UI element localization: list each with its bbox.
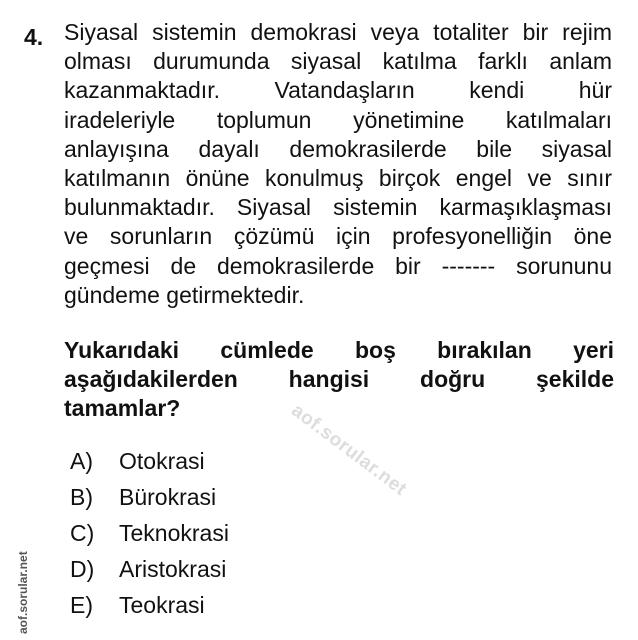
option-letter: A) [70, 447, 93, 474]
option-b[interactable] [70, 479, 229, 515]
option-letter: D) [70, 555, 95, 582]
prompt-line: Yukarıdaki cümlede boş bırakılan yeri [64, 337, 614, 363]
stem-line: iradeleriyle toplumun yönetimine katılmaları [64, 106, 612, 133]
stem-line: olması durumunda siyasal katılma farklı anlam [64, 48, 612, 75]
stem-line: geçmesi de demokrasilerde bir ------- sorununu [64, 252, 612, 279]
stem-line: anlayışına dayalı demokrasilerde bile siyasal [64, 135, 612, 162]
prompt-line: tamamlar? [64, 395, 181, 422]
option-letter: E) [70, 591, 93, 618]
stem-line: bulunmaktadır. Siyasal sistemin karmaşıklaşması [64, 194, 612, 221]
option-e[interactable] [70, 587, 229, 623]
option-letter: C) [70, 519, 95, 546]
option-text: Bürokrasi [119, 483, 217, 510]
stem-line: gündeme getirmektedir. [64, 281, 305, 308]
diagonal-watermark: aof.sorular.net [287, 400, 411, 501]
answer-options [70, 443, 229, 623]
option-letter: B) [70, 483, 93, 510]
option-text: Teokrasi [119, 591, 205, 618]
stem-line: ve sorunların çözümü için profesyonelliğin öne [64, 223, 612, 250]
option-a[interactable] [70, 443, 229, 479]
option-d[interactable] [70, 551, 229, 587]
side-watermark: aof.sorular.net [16, 551, 30, 634]
option-c[interactable] [70, 515, 229, 551]
stem-line: kazanmaktadır. Vatandaşların kendi hür [64, 77, 612, 104]
option-text: Aristokrasi [119, 555, 227, 582]
question-number: 4. [24, 24, 44, 50]
question-stem [64, 18, 612, 310]
option-text: Otokrasi [119, 447, 205, 474]
question-prompt [64, 336, 614, 424]
prompt-line: aşağıdakilerden hangisi doğru şekilde [64, 366, 614, 393]
option-text: Teknokrasi [119, 519, 229, 546]
stem-line: Siyasal sistemin demokrasi veya totaliter bir rejim [64, 19, 612, 45]
stem-line: katılmanın önüne konulmuş birçok engel ve sınır [64, 165, 612, 192]
